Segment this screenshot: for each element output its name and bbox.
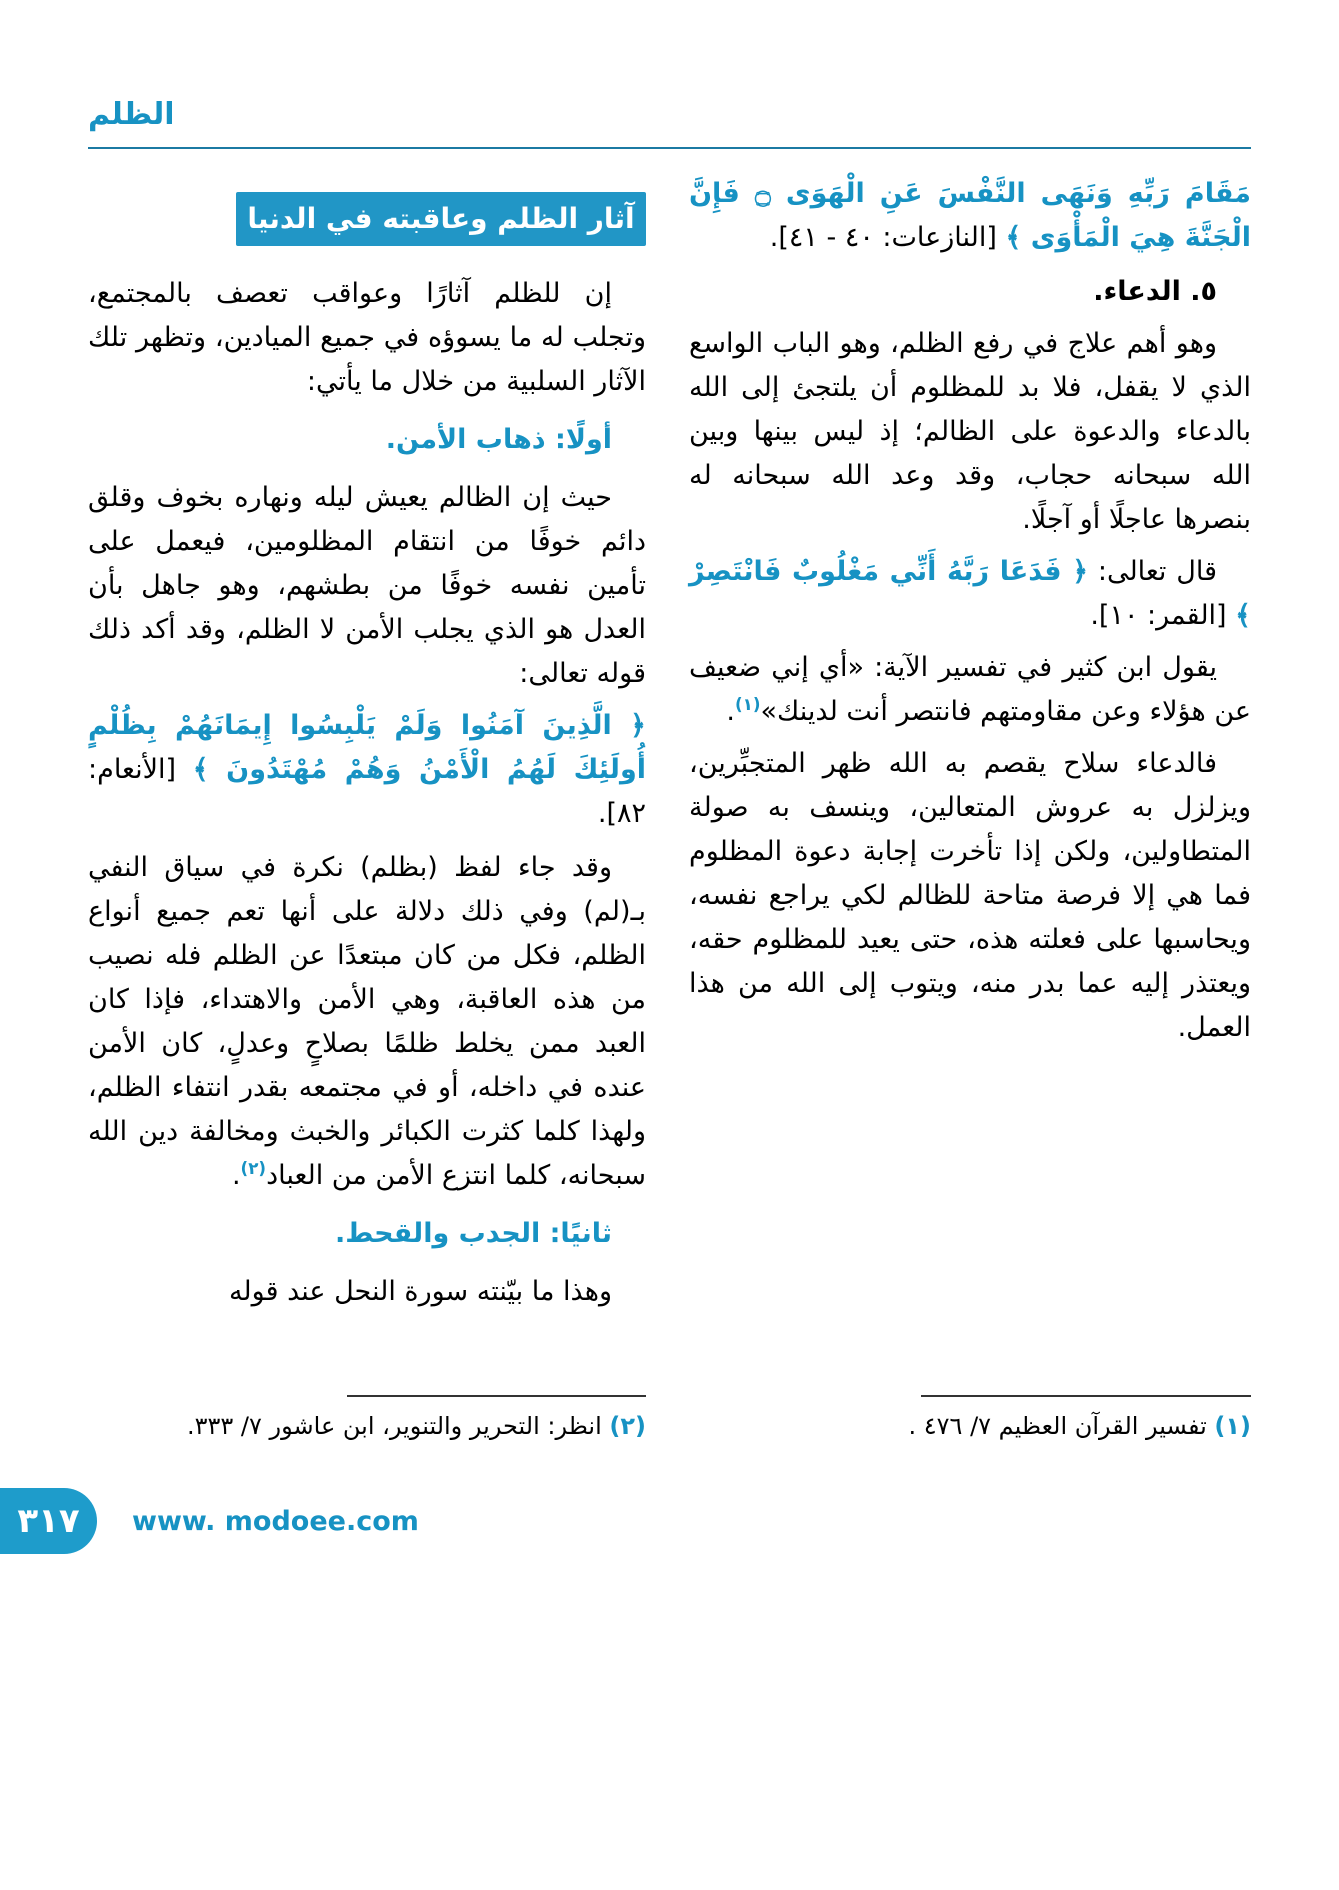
paragraph-qala-taala bbox=[689, 550, 1251, 638]
quran-verse-anam bbox=[88, 704, 646, 836]
quran-verse-naziat bbox=[689, 172, 1251, 260]
footnote-marker-1-ref: (١) bbox=[734, 694, 761, 714]
verse-anam-text: ﴿ الَّذِينَ آمَنُوا وَلَمْ يَلْبِسُوا إِيمَانَهُمْ بِظُلْمٍ أُولَئِكَ لَهُمُ الْأَمْنُ وَهُمْ مُهْتَدُونَ ﴾ bbox=[88, 710, 646, 785]
footnote-marker-2-ref: (٢) bbox=[240, 1158, 267, 1178]
page-number: ٣١٧ bbox=[17, 1501, 80, 1541]
footnote-2-text: انظر: التحرير والتنوير، ابن عاشور ٧/ ٣٣٣. bbox=[186, 1412, 602, 1440]
paragraph-fear: حيث إن الظالم يعيش ليله ونهاره بخوف وقلق دائم خوفًا من انتقام المظلومين، فيعمل على تأمين نفسه خوفًا من بطشهم، وهو جاهل بأن العدل هو الذي يجلب الأمن لا الظلم، وقد أكد ذلك قوله تعالى: bbox=[88, 482, 646, 689]
paragraph-ibn-kathir bbox=[689, 646, 1251, 734]
left-column bbox=[88, 192, 646, 1322]
qala-prefix: قال تعالى: bbox=[1088, 556, 1218, 587]
verse-qamar-reference: [القمر: ١٠]. bbox=[1090, 600, 1227, 631]
footnote-2 bbox=[88, 1406, 646, 1446]
bizulm-tail: . bbox=[231, 1160, 241, 1191]
paragraph-nahl: وهذا ما بيّنته سورة النحل عند قوله bbox=[228, 1276, 612, 1307]
heading-second-jadb-qaht: ثانيًا: الجدب والقحط. bbox=[335, 1218, 612, 1249]
page-number-tab bbox=[0, 1488, 97, 1554]
footnote-1-marker: (١) bbox=[1214, 1412, 1251, 1440]
ibn-kathir-tail: . bbox=[726, 696, 735, 727]
footnote-1-text: تفسير القرآن العظيم ٧/ ٤٧٦ . bbox=[908, 1412, 1207, 1440]
verse-qamar-text: ﴿ فَدَعَا رَبَّهُ أَنِّي مَغْلُوبٌ فَانْتَصِرْ ﴾ bbox=[689, 556, 1251, 631]
running-header: الظلم bbox=[88, 97, 175, 132]
footnote-1 bbox=[689, 1406, 1251, 1446]
section-title: آثار الظلم وعاقبته في الدنيا bbox=[247, 202, 635, 235]
right-column bbox=[689, 170, 1251, 1058]
footnote-2-marker: (٢) bbox=[609, 1412, 646, 1440]
header-rule bbox=[88, 147, 1251, 149]
verse-naziat-text: مَقَامَ رَبِّهِ وَنَهَى النَّفْسَ عَنِ الْهَوَى ۝ فَإِنَّ الْجَنَّةَ هِيَ الْمَأْوَى ﴾ bbox=[689, 178, 1251, 253]
heading-first-dhahab-alamn: أولًا: ذهاب الأمن. bbox=[385, 424, 612, 455]
ibn-kathir-text: يقول ابن كثير في تفسير الآية: «أي إني ضعيف عن هؤلاء وعن مقاومتهم فانتصر أنت لدينك» bbox=[689, 652, 1251, 727]
bizulm-text: وقد جاء لفظ (بظلم) نكرة في سياق النفي بـ(لم) وفي ذلك دلالة على أنها تعم جميع أنواع الظلم، فكل من كان مبتعدًا عن الظلم فله نصيب من هذه العاقبة، وهي الأمن والاهتداء، فإذا كان العبد ممن يخلط ظلمًا بصلاحٍ وعدلٍ، كان الأمن عنده في داخله، أو في مجتمعه بقدر انتفاء الظلم، ولهذا كلما كثرت الكبائر والخبث ومخالفة دين الله سبحانه، كلما انتزع الأمن من العباد bbox=[88, 852, 646, 1191]
verse-anam-reference: [الأنعام: ٨٢]. bbox=[88, 754, 646, 829]
website-text: www. modoee.com bbox=[132, 1506, 419, 1537]
paragraph-bizulm bbox=[88, 846, 646, 1198]
footnote-rule-left bbox=[347, 1395, 646, 1397]
paragraph-dua: وهو أهم علاج في رفع الظلم، وهو الباب الواسع الذي لا يقفل، فلا بد للمظلوم أن يلتجئ إلى الله بالدعاء والدعوة على الظالم؛ إذ ليس بينها وبين الله سبحانه حجاب، وقد وعد الله سبحانه له بنصرها عاجلًا أو آجلًا. bbox=[689, 328, 1251, 535]
section-title-box bbox=[236, 192, 646, 246]
paragraph-dua-sword: فالدعاء سلاح يقصم به الله ظهر المتجبِّرين، ويزلزل به عروش المتعالين، وينسف به صولة المتطاولين، ولكن إذا تأخرت إجابة دعوة المظلوم فما هي إلا فرصة متاحة للظالم لكي يراجع نفسه، ويحاسبها على فعلته هذه، حتى يعيد للمظلوم حقه، ويعتذر إليه عما بدر منه، ويتوب إلى الله من هذا العمل. bbox=[689, 748, 1251, 1043]
heading-dua: ٥. الدعاء. bbox=[1093, 276, 1217, 307]
paragraph-intro: إن للظلم آثارًا وعواقب تعصف بالمجتمع، وتجلب له ما يسوؤه في جميع الميادين، وتظهر تلك الآثار السلبية من خلال ما يأتي: bbox=[88, 278, 646, 397]
verse-naziat-reference: [النازعات: ٤٠ - ٤١]. bbox=[769, 222, 997, 253]
footnote-rule-right bbox=[921, 1395, 1251, 1397]
